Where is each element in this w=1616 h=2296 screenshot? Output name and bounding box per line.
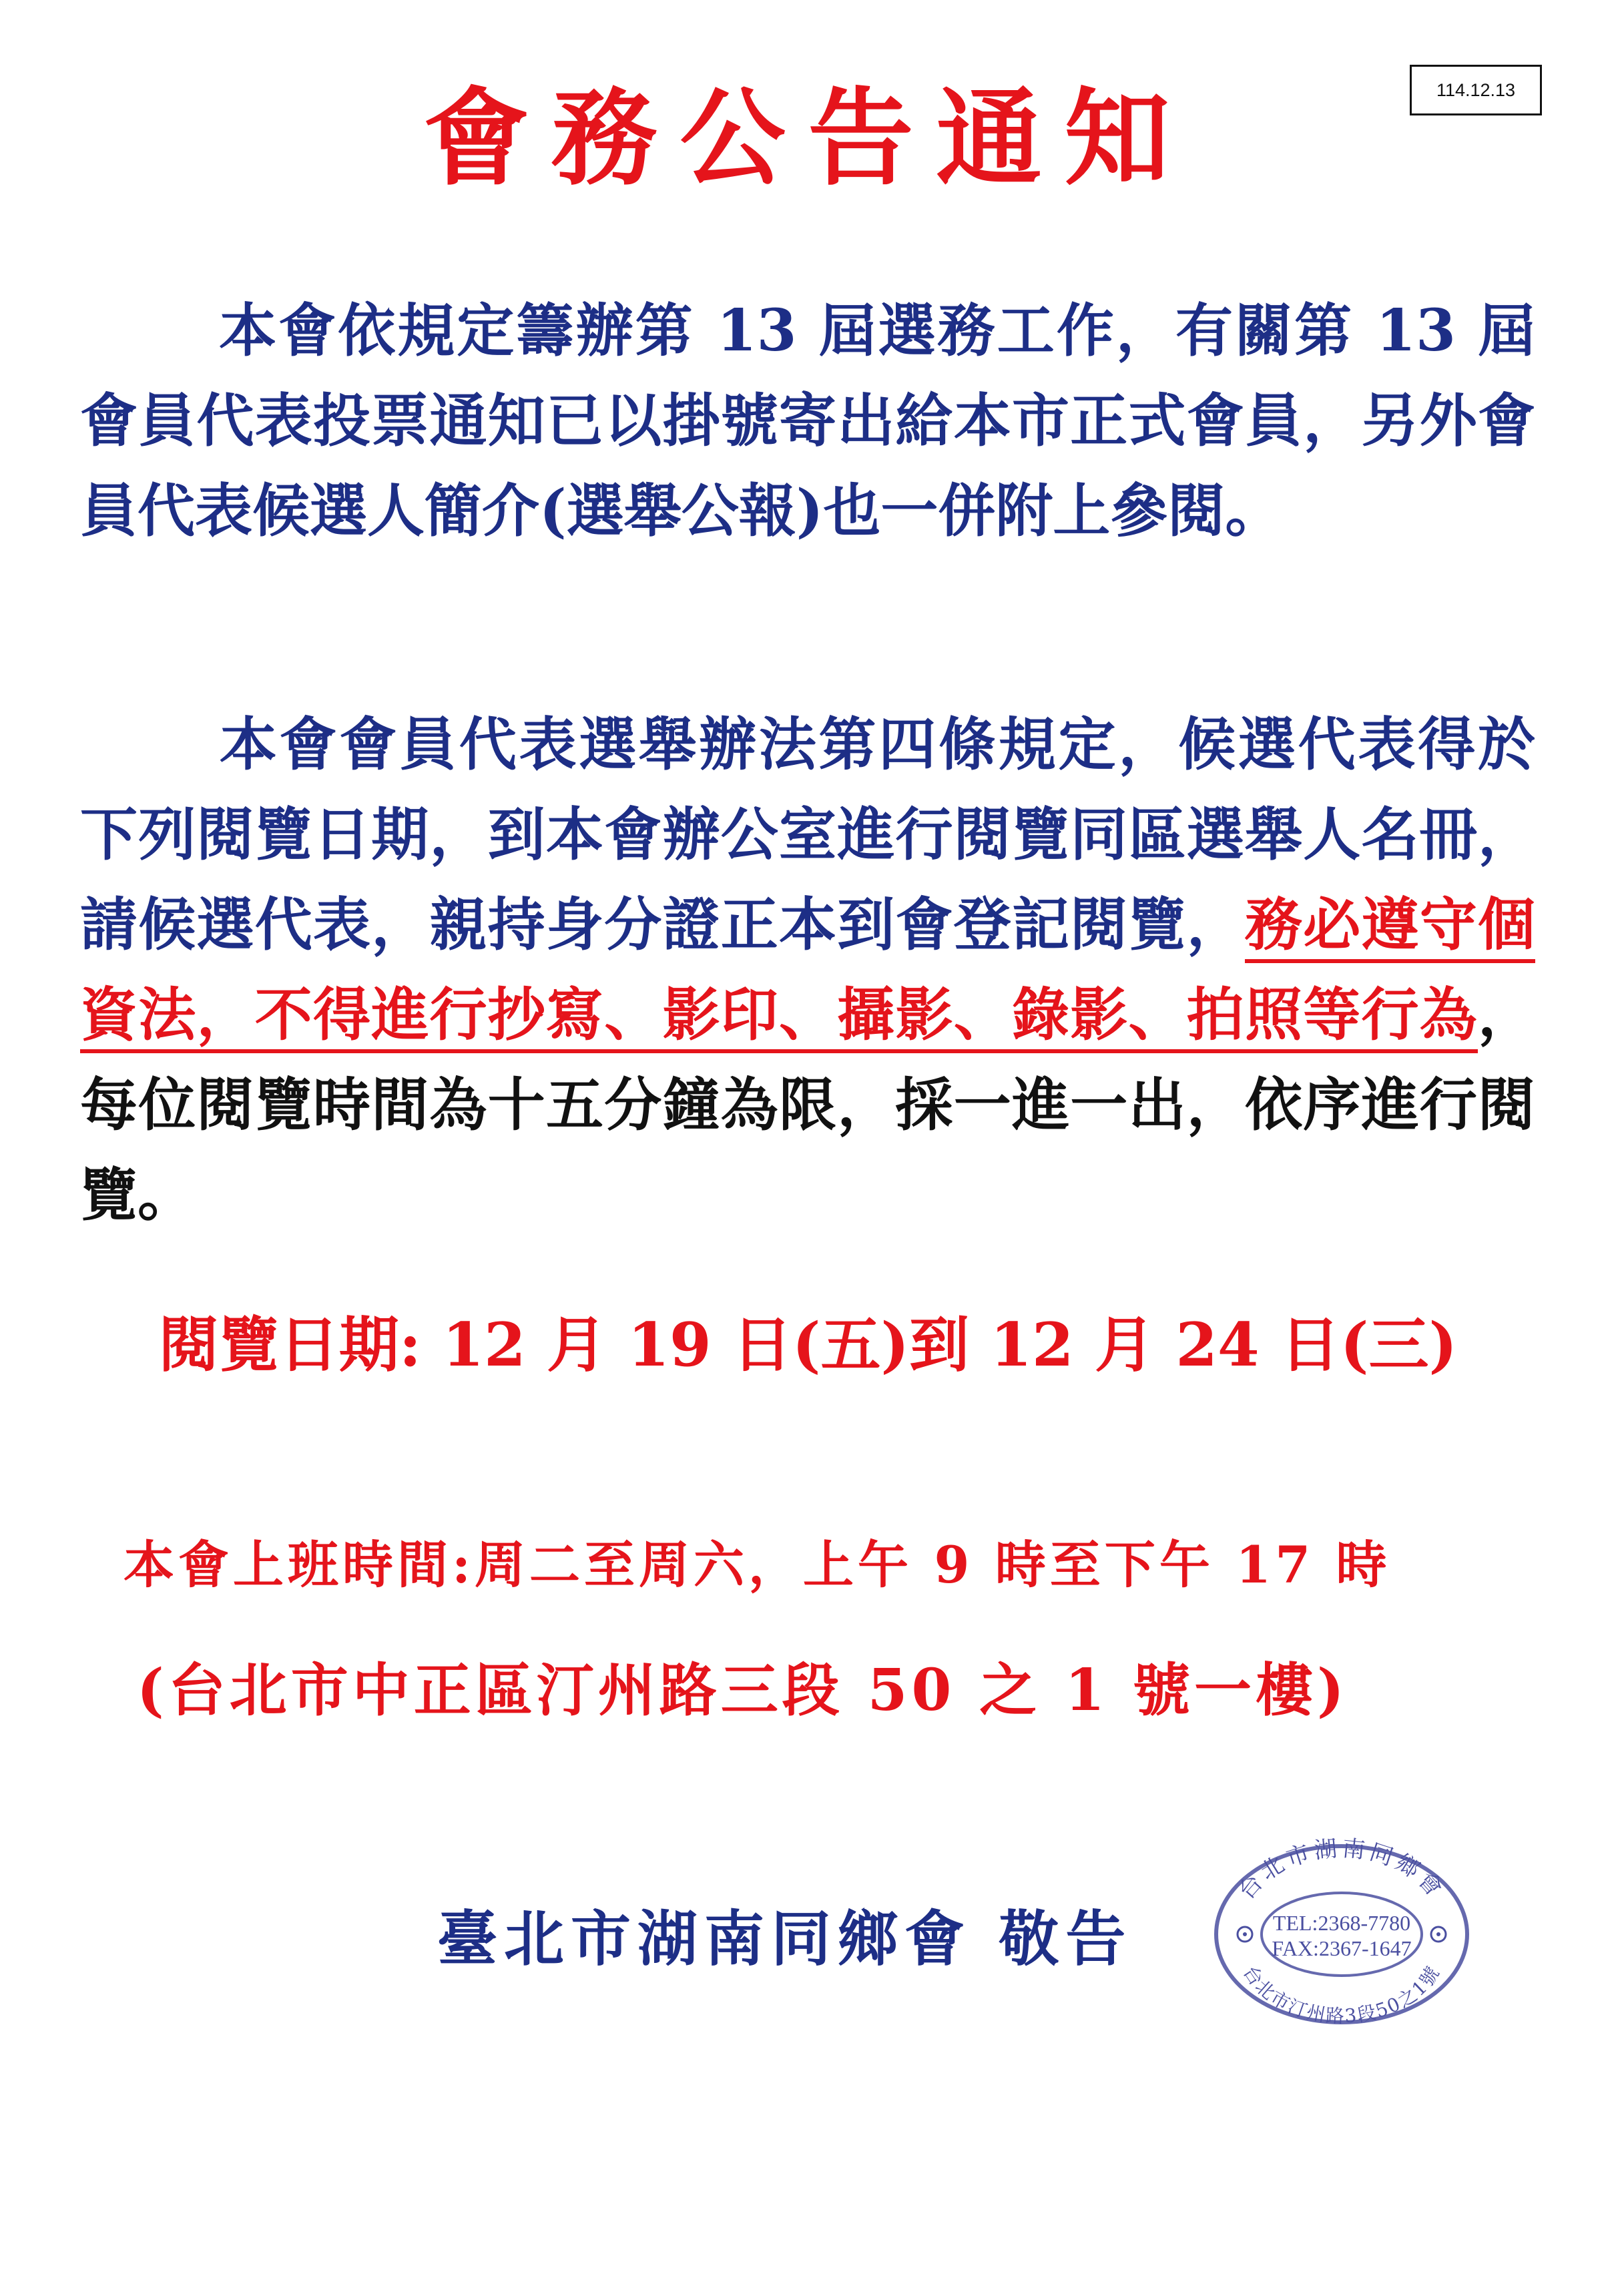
association-signature: 臺北市湖南同鄉會 敬告 (437, 1904, 1133, 1974)
viewing-date-range: 閱覽日期: 12 月 19 日(五)到 12 月 24 日(三) (158, 1310, 1458, 1380)
seal-phone: TEL:2368-7780 (1272, 1911, 1411, 1935)
seal-top-text: 台北市湖南同鄉會 (1233, 1835, 1450, 1905)
viewing-time-rule: ，每位閱覽時間為十五分鐘為限，採一進一出，依序進行閱覽。 (80, 981, 1535, 1229)
notice-title: 會務公告通知 (423, 77, 1193, 200)
paragraph-election-notice-text: 本會依規定籌辦第 13 屆選務工作，有關第 13 屆會員代表投票通知已以掛號寄出給本市正式會員，另外會員代表候選人簡介(選舉公報)也一併附上參閱。 (80, 297, 1535, 545)
seal-flower-icon (1238, 1927, 1252, 1942)
office-address: (台北市中正區汀州路三段 50 之 1 號一樓) (137, 1657, 1348, 1724)
seal-fax: FAX:2367-1647 (1272, 1936, 1412, 1960)
office-hours: 本會上班時間:周二至周六，上午 9 時至下午 17 時 (123, 1535, 1391, 1595)
paragraph-roster-viewing (80, 699, 1535, 1240)
seal-bottom-text: 台北市汀州路3段50之1號 (1238, 1962, 1445, 2026)
privacy-warning: 務必遵守個資法，不得進行抄寫、影印、攝影、錄影、拍照等行為 (80, 891, 1535, 1049)
document-date: 114.12.13 (1410, 65, 1542, 115)
paragraph-election-notice (80, 286, 1535, 556)
paragraph-roster-viewing-text: 本會會員代表選舉辦法第四條規定，候選代表得於下列閱覽日期，到本會辦公室進行閱覽同區選舉人名冊，請候選代表，親持身分證正本到會登記閱覽， (80, 711, 1535, 958)
association-seal-stamp (1211, 1835, 1472, 2026)
seal-flower-icon (1431, 1927, 1446, 1942)
